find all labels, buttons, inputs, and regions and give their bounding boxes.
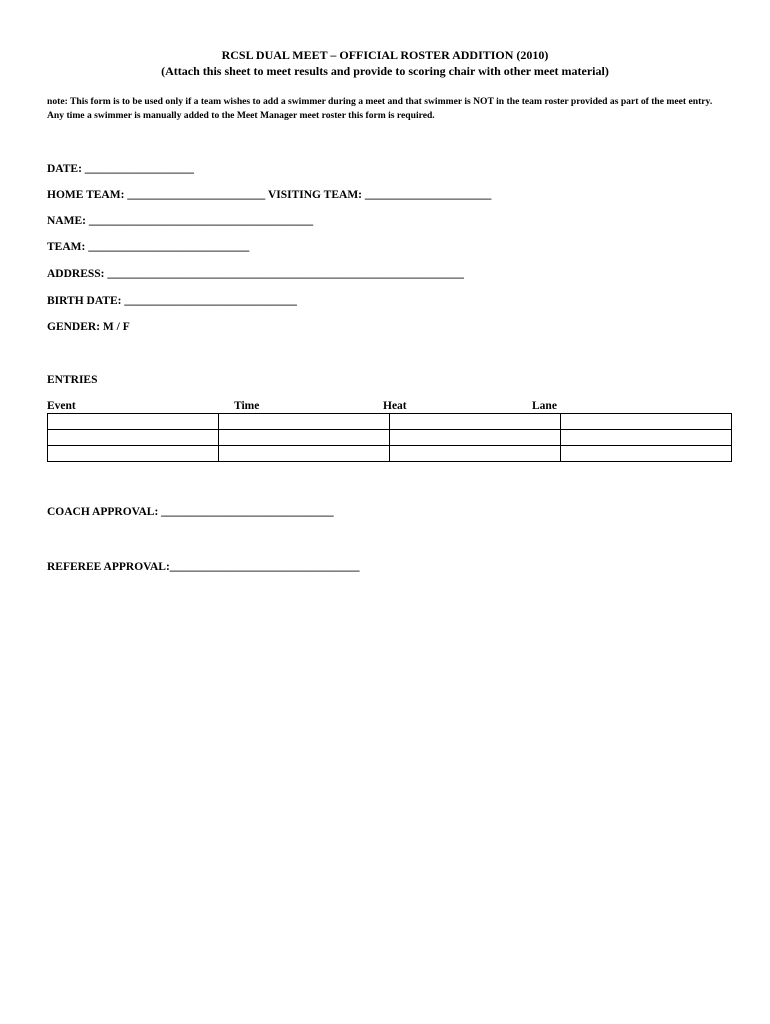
heat-cell[interactable] <box>390 430 561 446</box>
heat-cell[interactable] <box>390 446 561 462</box>
lane-cell[interactable] <box>561 414 732 430</box>
column-header-heat: Heat <box>383 400 407 412</box>
time-cell[interactable] <box>219 414 390 430</box>
time-cell[interactable] <box>219 446 390 462</box>
coach-approval-field[interactable]: COACH APPROVAL: ______________________________ <box>47 506 334 518</box>
event-cell[interactable] <box>48 414 219 430</box>
column-header-event: Event <box>47 400 76 412</box>
date-field[interactable]: DATE: ___________________ <box>47 163 195 175</box>
referee-approval-field[interactable]: REFEREE APPROVAL:_________________________________ <box>47 561 360 573</box>
usage-note: note: This form is to be used only if a team wishes to add a swimmer during a meet and that swimmer is NOT in the team roster provided as part of the meet entry. Any time a swimmer is manually added to the Meet Manager meet roster this form is required. <box>47 96 713 121</box>
time-cell[interactable] <box>219 430 390 446</box>
team-field[interactable]: TEAM: ____________________________ <box>47 241 250 253</box>
lane-cell[interactable] <box>561 430 732 446</box>
lane-cell[interactable] <box>561 446 732 462</box>
heat-cell[interactable] <box>390 414 561 430</box>
event-cell[interactable] <box>48 446 219 462</box>
address-field[interactable]: ADDRESS: ______________________________________________________________ <box>47 268 464 280</box>
table-row <box>48 430 732 446</box>
table-row <box>48 446 732 462</box>
gender-field[interactable]: GENDER: M / F <box>47 321 130 333</box>
column-header-lane: Lane <box>532 400 557 412</box>
column-header-time: Time <box>234 400 260 412</box>
birth-date-field[interactable]: BIRTH DATE: ______________________________ <box>47 295 297 307</box>
entries-table <box>47 413 732 462</box>
event-cell[interactable] <box>48 430 219 446</box>
form-title: RCSL DUAL MEET – OFFICIAL ROSTER ADDITION (2010) <box>221 48 549 62</box>
table-row <box>48 414 732 430</box>
name-field[interactable]: NAME: _______________________________________ <box>47 215 314 227</box>
teams-field[interactable]: HOME TEAM: ________________________ VISITING TEAM: ______________________ <box>47 189 492 201</box>
entries-heading: ENTRIES <box>47 374 98 386</box>
form-subtitle: (Attach this sheet to meet results and provide to scoring chair with other meet material) <box>161 64 609 78</box>
